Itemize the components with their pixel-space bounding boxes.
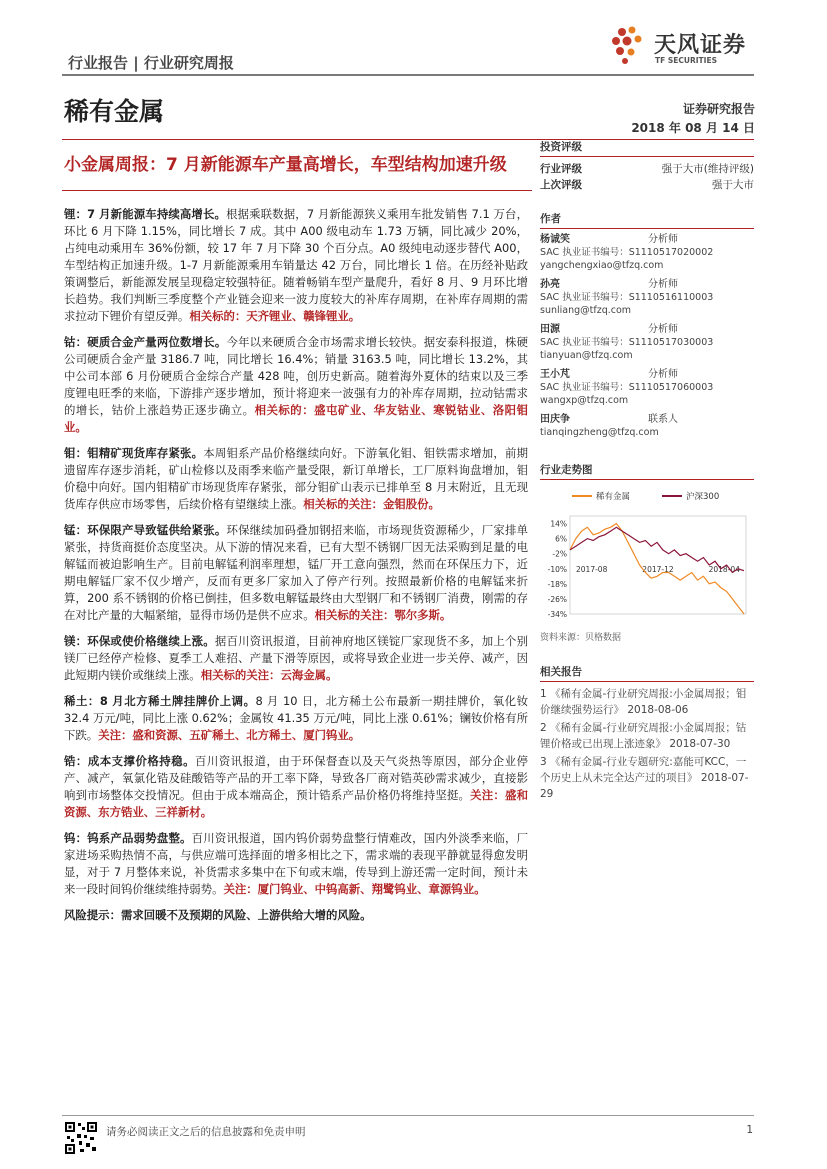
- paragraph-rare-earth: [64, 693, 528, 744]
- sector-title: 稀有金属: [64, 97, 165, 126]
- rating-value: 强于大市(维持评级): [661, 163, 754, 175]
- author-role: 分析师: [648, 234, 678, 245]
- author-name: 田庆争: [540, 414, 570, 425]
- para-lead: 稀土：8 月北方稀土牌挂牌价上调。: [64, 694, 256, 708]
- prev-rating-label: 上次评级: [540, 179, 582, 191]
- x-tick-label: 2018-04: [708, 564, 740, 574]
- para-related: 关注：盛和资源、五矿稀土、北方稀土、厦门钨业。: [98, 728, 361, 742]
- authors-header: 作者: [540, 213, 561, 225]
- para-related: 相关标的关注：金钼股份。: [303, 497, 440, 511]
- author-role: 分析师: [648, 279, 678, 290]
- para-body: 8 月 10 日，北方稀土公布最新一期挂牌价，氧化钕 32.4 万元/吨，同比上涨 0.62%；金属钕 41.35 万元/吨，同比上涨 0.61%；镧钕价格有所下跌。: [64, 694, 528, 742]
- y-tick-label: -10%: [547, 564, 567, 574]
- para-related: 相关标的关注：鄂尔多斯。: [314, 608, 452, 622]
- author-role: 联系人: [648, 414, 678, 425]
- y-tick-label: -34%: [547, 610, 567, 619]
- author-entry: [540, 278, 754, 317]
- trend-chart: [540, 462, 754, 652]
- paragraph-tungsten: [64, 830, 528, 898]
- para-body: 今年以来硬质合金市场需求增长较快。据安泰科报道，株硬公司硬质合金产量 3186.7 吨，同比增长 16.4%；销量 3163.5 吨，同比增长 13.2%，其中公司本部 6 月份硬质合金综合产量 428 吨，创历史新高。随着海外夏休的结束以及三季度锂电旺季的来临，下游排产逐步增加，预计将迎来一波强有力的补库存周期，拉动钴需求的增长，钴价上涨趋势正逐步确立。: [64, 335, 528, 417]
- rating-label: 行业评级: [540, 163, 582, 175]
- para-related: 关注：盛和资源、东方锆业、三祥新材。: [64, 788, 528, 819]
- para-related: 相关标的：盛屯矿业、华友钴业、寒锐钴业、洛阳钼业。: [64, 403, 528, 434]
- sidebar-divider: [540, 156, 754, 157]
- para-lead: 钨：钨系产品弱势盘整。: [64, 831, 192, 845]
- author-cert: SAC 执业证书编号：S1110517030003: [540, 337, 714, 348]
- author-entry: [540, 323, 754, 362]
- trend-header: 行业走势图: [540, 464, 593, 476]
- author-email[interactable]: yangchengxiao@tfzq.com: [540, 260, 664, 271]
- chart-source: 资料来源：贝格数据: [540, 633, 622, 643]
- x-tick-label: 2017-12: [642, 564, 674, 574]
- author-email[interactable]: wangxp@tfzq.com: [540, 395, 629, 406]
- author-role: 分析师: [648, 324, 678, 335]
- para-lead: 锆：成本支撑价格持稳。: [64, 754, 196, 768]
- author-name: 王小芃: [540, 369, 570, 380]
- prev-rating-row: [540, 177, 754, 193]
- sidebar-divider: [540, 228, 754, 229]
- author-email[interactable]: tianyuan@tfzq.com: [540, 350, 633, 361]
- author-cert: SAC 执业证书编号：S1110517060003: [540, 382, 714, 393]
- para-body: 百川资讯报道，由于环保督查以及天气炎热等原因，部分企业停产、减产，氧氯化锆及硅酸锆等产品的开工率下降，导致各厂商对锆英砂需求减少，直接影响到市场整体交投情况。但由于成本端高企，预计锆系产品价格仍将维持坚挺。: [64, 754, 528, 802]
- sidebar-divider: [540, 681, 754, 682]
- para-related: 相关标的关注：云海金属。: [200, 668, 338, 682]
- legend-label: 沪深300: [686, 492, 720, 502]
- related-report-item[interactable]: [540, 754, 754, 802]
- related-header: 相关报告: [540, 666, 582, 678]
- y-tick-label: 14%: [550, 519, 567, 529]
- author-email[interactable]: tianqingzheng@tfzq.com: [540, 427, 659, 438]
- para-lead: 镁：环保或使价格继续上涨。: [64, 634, 215, 648]
- y-tick-label: -18%: [547, 579, 567, 589]
- related-list: [540, 686, 754, 802]
- paragraph-risk: [64, 907, 528, 924]
- para-body: 本周钼系产品价格继续向好。下游氧化钼、钼铁需求增加，前期遗留库存逐步消耗，矿山检修以及雨季来临产量受限，新订单增长，工厂原料询盘增加，钼价稳中向好。国内钼精矿市场现货库存紧张，部分钼矿山表示已排单至 8 月末附近，且无现货库存供应市场零售，后续价格有望继续上涨。: [64, 446, 528, 511]
- logo-text: 天风证券: [654, 33, 747, 58]
- related-report-title: 2 《稀有金属-行业研究周报:小金属周报；钴锂价格或已出现上涨迹象》: [540, 722, 747, 750]
- report-body: [64, 206, 528, 933]
- author-name: 孙亮: [540, 279, 560, 290]
- author-name: 杨诚笑: [540, 234, 570, 245]
- para-lead: 钼：钼精矿现货库存紧张。: [64, 446, 204, 460]
- related-report-item[interactable]: [540, 720, 754, 752]
- logo-subtext: TF SECURITIES: [655, 56, 717, 65]
- author-name: 田源: [540, 324, 560, 335]
- related-report-title: 1 《稀有金属-行业研究周报:小金属周报；钼价继续强势运行》: [540, 688, 747, 716]
- y-tick-label: -26%: [547, 594, 567, 604]
- related-reports: [540, 664, 754, 804]
- report-category: 行业报告 | 行业研究周报: [68, 54, 234, 72]
- paragraph-lithium: [64, 206, 528, 325]
- related-report-date: 2018-07-29: [540, 772, 749, 800]
- paragraph-magnesium: [64, 633, 528, 684]
- company-logo: [608, 24, 768, 70]
- report-date: 2018 年 08 月 14 日: [631, 121, 755, 135]
- sidebar: [540, 139, 754, 445]
- author-list: [540, 233, 754, 439]
- author-cert: SAC 执业证书编号：S1110517020002: [540, 247, 714, 258]
- paragraph-manganese: [64, 522, 528, 624]
- report-type: 证券研究报告: [682, 102, 755, 116]
- author-entry: [540, 413, 754, 439]
- rating-header: 投资评级: [540, 141, 582, 153]
- prev-rating-value: 强于大市: [712, 179, 754, 191]
- related-report-date: 2018-07-30: [669, 738, 731, 750]
- paragraph-molybdenum: [64, 445, 528, 513]
- legend-label: 稀有金属: [596, 492, 631, 502]
- rating-row: [540, 161, 754, 177]
- y-tick-label: -2%: [552, 549, 567, 559]
- footer-divider: [62, 1115, 754, 1116]
- trend-chart-svg: [540, 484, 754, 624]
- title-divider: [62, 190, 532, 191]
- logo-mark-icon: [608, 24, 652, 68]
- para-lead: 钴：硬质合金产量两位数增长。: [64, 335, 227, 349]
- para-lead: 锰：环保限产导致锰供给紧张。: [64, 523, 227, 537]
- para-body: 据百川资讯报道，目前神府地区镁锭厂家现货不多，加上个别镁厂已经停产检修、夏季工人难招、产量下滑等原因，或将导致企业进一步关停、减产，因此短期内镁价或继续上涨。: [64, 634, 528, 682]
- related-report-title: 3 《稀有金属-行业专题研究:嘉能可KCC，一个历史上从未完全达产过的项目》: [540, 756, 747, 784]
- top-divider: [62, 74, 754, 76]
- related-report-item[interactable]: [540, 686, 754, 718]
- author-role: 分析师: [648, 369, 678, 380]
- qr-code-icon: [64, 1121, 98, 1155]
- para-related: 相关标的：天齐锂业、赣锋锂业。: [189, 309, 361, 323]
- paragraph-cobalt: [64, 334, 528, 436]
- related-report-date: 2018-08-06: [627, 704, 689, 716]
- disclaimer: 请务必阅读正文之后的信息披露和免责申明: [106, 1126, 306, 1138]
- para-body: 环保继续加码叠加钢招来临，市场现货资源稀少，厂家排单紧张，持货商挺价态度坚决。从下游的情况来看，已有大型不锈钢厂因无法采购到足量的电解锰而被迫影响生产。目前电解锰利润率理想，锰厂开工意向强烈，然而在环保压力下，近期电解锰厂家不仅少增产，反而有更多厂家加入了停产行列。按照最新价格的电解锰来折算，200 系不锈钢的价格已倒挂，但多数电解锰最终由大型钢厂和不锈钢厂消费，刚需的存在对比产量的大幅紧缩，显得市场仍是供不应求。: [64, 523, 528, 622]
- para-related: 关注：厦门钨业、中钨高新、翔鹭钨业、章源钨业。: [223, 882, 486, 896]
- para-lead: 风险提示：需求回暖不及预期的风险、上游供给大增的风险。: [64, 908, 372, 922]
- para-body: 百川资讯报道，国内钨价弱势盘整行情难改，国内外淡季来临，厂家进场采购热情不高，与供应端可选择面的增多相比之下，需求端的表现平静就显得愈发明显，对于 7 月整体来说，补货需求多集中在下旬或末端，传导到上游还需一定时间，预计未来一段时间钨价继续维持弱势。: [64, 831, 528, 896]
- paragraph-zirconium: [64, 753, 528, 821]
- author-entry: [540, 368, 754, 407]
- para-body: 根据乘联数据，7 月新能源狭义乘用车批发销售 7.1 万台，环比 6 月下降 1.15%，同比增长 7 成。其中 A00 级电动车 1.73 万辆，同比减少 20%，占纯电动乘用车 36%份额，较 17 年 7 月下降 30 个百分点。A0 级纯电动逐步替代 A00，车型结构正加速升级。1-7 月新能源乘用车销量达 42 万台，同比增长 1 倍。在历经补贴政策调整后，新能源发展呈现稳定较强特征。随着畅销车型产量爬升，看好 8 月、9 月环比增长趋势。我们判断三季度整个产业链会迎来一波力度较大的补库存周期，在补库存周期的需求拉动下锂价有望反弹。: [64, 207, 528, 323]
- author-entry: [540, 233, 754, 272]
- report-title: 小金属周报：7 月新能源车产量高增长，车型结构加速升级: [64, 155, 507, 175]
- page-number: 1: [746, 1124, 753, 1136]
- sidebar-divider: [540, 479, 754, 480]
- author-cert: SAC 执业证书编号：S1110516110003: [540, 292, 714, 303]
- para-lead: 锂：7 月新能源车持续高增长。: [64, 207, 227, 221]
- author-email[interactable]: sunliang@tfzq.com: [540, 305, 632, 316]
- y-tick-label: 6%: [555, 534, 567, 544]
- x-tick-label: 2017-08: [576, 564, 608, 574]
